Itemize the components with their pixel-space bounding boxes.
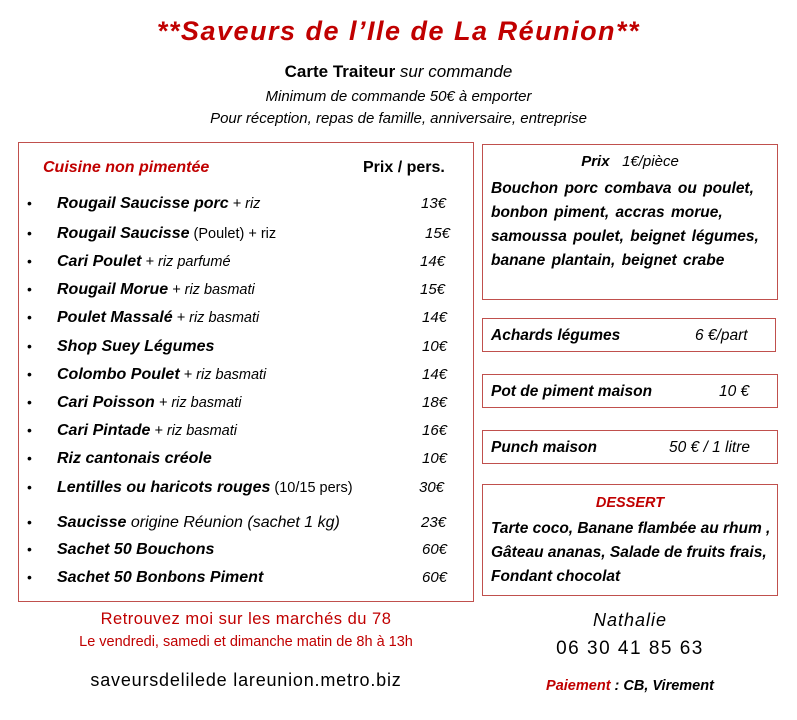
menu-item-price: 15€ — [420, 281, 446, 298]
menu-item — [19, 309, 475, 331]
occasions-line: Pour réception, repas de famille, anniversaire, entreprise — [210, 110, 587, 127]
price-heading: Prix / pers. — [363, 159, 445, 176]
bullet-icon: • — [27, 195, 32, 211]
menu-item-dish — [57, 569, 263, 587]
bullet-icon: • — [27, 569, 32, 585]
bullet-icon: • — [27, 366, 32, 382]
menu-item-side: origine Réunion (sachet 1 kg) — [126, 514, 340, 531]
menu-item-side: (10/15 pers) — [270, 480, 353, 496]
market-days-line: Le vendredi, samedi et dimanche matin de 8h à 13h — [79, 634, 413, 650]
menu-item-price: 16€ — [422, 422, 448, 439]
menu-item — [19, 195, 475, 217]
menu-item-dish — [57, 514, 340, 532]
menu-item — [19, 569, 475, 591]
bullet-icon: • — [27, 309, 32, 325]
punch-label: Punch maison — [491, 439, 597, 456]
menu-item-dish — [57, 338, 214, 356]
menu-item-name: Sachet 50 Bonbons Piment — [57, 569, 264, 586]
menu-item-dish — [57, 225, 276, 243]
bullet-icon: • — [27, 450, 32, 466]
menu-item-price: 14€ — [422, 366, 448, 383]
payment-label: Paiement — [546, 678, 611, 694]
menu-item-dish — [57, 394, 241, 412]
bullet-icon: • — [27, 422, 32, 438]
menu-item — [19, 422, 475, 444]
piment-price: 10 € — [719, 383, 750, 400]
menu-item-dish — [57, 253, 231, 271]
subtitle-bold: Carte Traiteur — [284, 62, 396, 81]
menu-item — [19, 514, 475, 536]
punch-price: 50 € / 1 litre — [669, 439, 750, 456]
menu-item-price: 14€ — [420, 253, 446, 270]
snacks-text: Bouchon porc combava ou poulet, bonbon piment, accras morue, samoussa poulet, beignet légumes, banane plantain, beignet crabe — [491, 180, 759, 269]
menu-item — [19, 479, 475, 501]
menu-item-name: Cari Poisson — [57, 394, 155, 411]
bullet-icon: • — [27, 514, 32, 530]
menu-item — [19, 338, 475, 360]
menu-item-name: Rougail Morue — [57, 281, 169, 298]
bullet-icon: • — [27, 394, 32, 410]
menu-item-dish — [57, 422, 237, 440]
menu-item-dish — [57, 450, 212, 468]
punch-box — [482, 430, 778, 464]
achards-price: 6 €/part — [695, 327, 748, 344]
menu-item-side: + riz basmati — [172, 310, 260, 326]
markets-line: Retrouvez moi sur les marchés du 78 — [100, 610, 392, 628]
payment-info — [482, 678, 778, 694]
minimum-order-line: Minimum de commande 50€ à emporter — [265, 88, 532, 105]
menu-item-price: 15€ — [425, 225, 451, 242]
bullet-icon: • — [27, 253, 32, 269]
payment-value: : CB, Virement — [610, 678, 714, 694]
snacks-price-label: Prix — [581, 153, 610, 170]
menu-item-dish — [57, 309, 259, 327]
menu-item-side: + riz — [228, 196, 261, 212]
menu-item-dish — [57, 366, 266, 384]
bullet-icon: • — [27, 541, 32, 557]
menu-item-price: 60€ — [422, 541, 448, 558]
menu-item — [19, 281, 475, 303]
achards-box — [482, 318, 776, 352]
achards-label: Achards légumes — [491, 327, 621, 344]
menu-item-side: + riz basmati — [150, 423, 237, 439]
menu-item-price: 60€ — [422, 569, 448, 586]
dessert-box — [482, 484, 778, 596]
menu-item-price: 10€ — [422, 450, 448, 467]
snacks-price — [483, 153, 777, 170]
menu-item-name: Poulet Massalé — [57, 309, 173, 326]
menu-item-name: Shop Suey Légumes — [57, 338, 215, 355]
menu-item-side: + riz parfumé — [141, 254, 231, 270]
menu-item — [19, 225, 475, 247]
menu-item-side: + riz basmati — [168, 282, 255, 298]
piment-label: Pot de piment maison — [491, 383, 653, 400]
menu-item-price: 13€ — [421, 195, 447, 212]
menu-item-name: Rougail Saucisse porc — [57, 195, 229, 212]
menu-item-price: 23€ — [421, 514, 447, 531]
bullet-icon: • — [27, 338, 32, 354]
menu-item-dish — [57, 479, 353, 497]
menu-item — [19, 394, 475, 416]
menu-item-side: + riz basmati — [179, 367, 267, 383]
menu-item-name: Riz cantonais créole — [57, 450, 212, 467]
menu-item-price: 10€ — [422, 338, 448, 355]
menu-heading: Cuisine non pimentée — [43, 159, 210, 176]
bullet-icon: • — [27, 479, 32, 495]
menu-item-name: Colombo Poulet — [57, 366, 180, 383]
dessert-text: Tarte coco, Banane flambée au rhum , Gâteau ananas, Salade de fruits frais, Fondant chocolat — [491, 520, 771, 585]
menu-item-name: Saucisse — [57, 514, 127, 531]
subtitle — [0, 62, 797, 82]
menu-item-side: + riz basmati — [154, 395, 242, 411]
menu-item — [19, 450, 475, 472]
bullet-icon: • — [27, 281, 32, 297]
piment-box — [482, 374, 778, 408]
menu-box — [18, 142, 474, 602]
bullet-icon: • — [27, 225, 32, 241]
menu-item-dish — [57, 281, 255, 299]
menu-item-name: Cari Pintade — [57, 422, 151, 439]
menu-item — [19, 541, 475, 563]
menu-item-name: Sachet 50 Bouchons — [57, 541, 215, 558]
website-link[interactable]: saveursdelilede lareunion.metro.biz — [90, 670, 402, 690]
menu-item — [19, 253, 475, 275]
contact-name: Nathalie — [592, 610, 668, 630]
menu-item-dish — [57, 195, 260, 213]
subtitle-italic: sur commande — [395, 62, 513, 81]
menu-item-dish — [57, 541, 214, 559]
page-title: **Saveurs de l’Ile de La Réunion** — [156, 16, 641, 46]
snacks-box — [482, 144, 778, 300]
menu-item-price: 18€ — [422, 394, 448, 411]
menu-item-price: 30€ — [419, 479, 445, 496]
menu-item-name: Lentilles ou haricots rouges — [57, 479, 271, 496]
menu-item-side: (Poulet) + riz — [189, 226, 277, 242]
menu-item-name: Rougail Saucisse — [57, 225, 190, 242]
snacks-price-value: 1€/pièce — [622, 153, 679, 170]
menu-item-name: Cari Poulet — [57, 253, 142, 270]
dessert-heading: DESSERT — [595, 495, 665, 511]
menu-item-price: 14€ — [422, 309, 448, 326]
contact-phone[interactable]: 06 30 41 85 63 — [556, 638, 704, 659]
menu-item — [19, 366, 475, 388]
